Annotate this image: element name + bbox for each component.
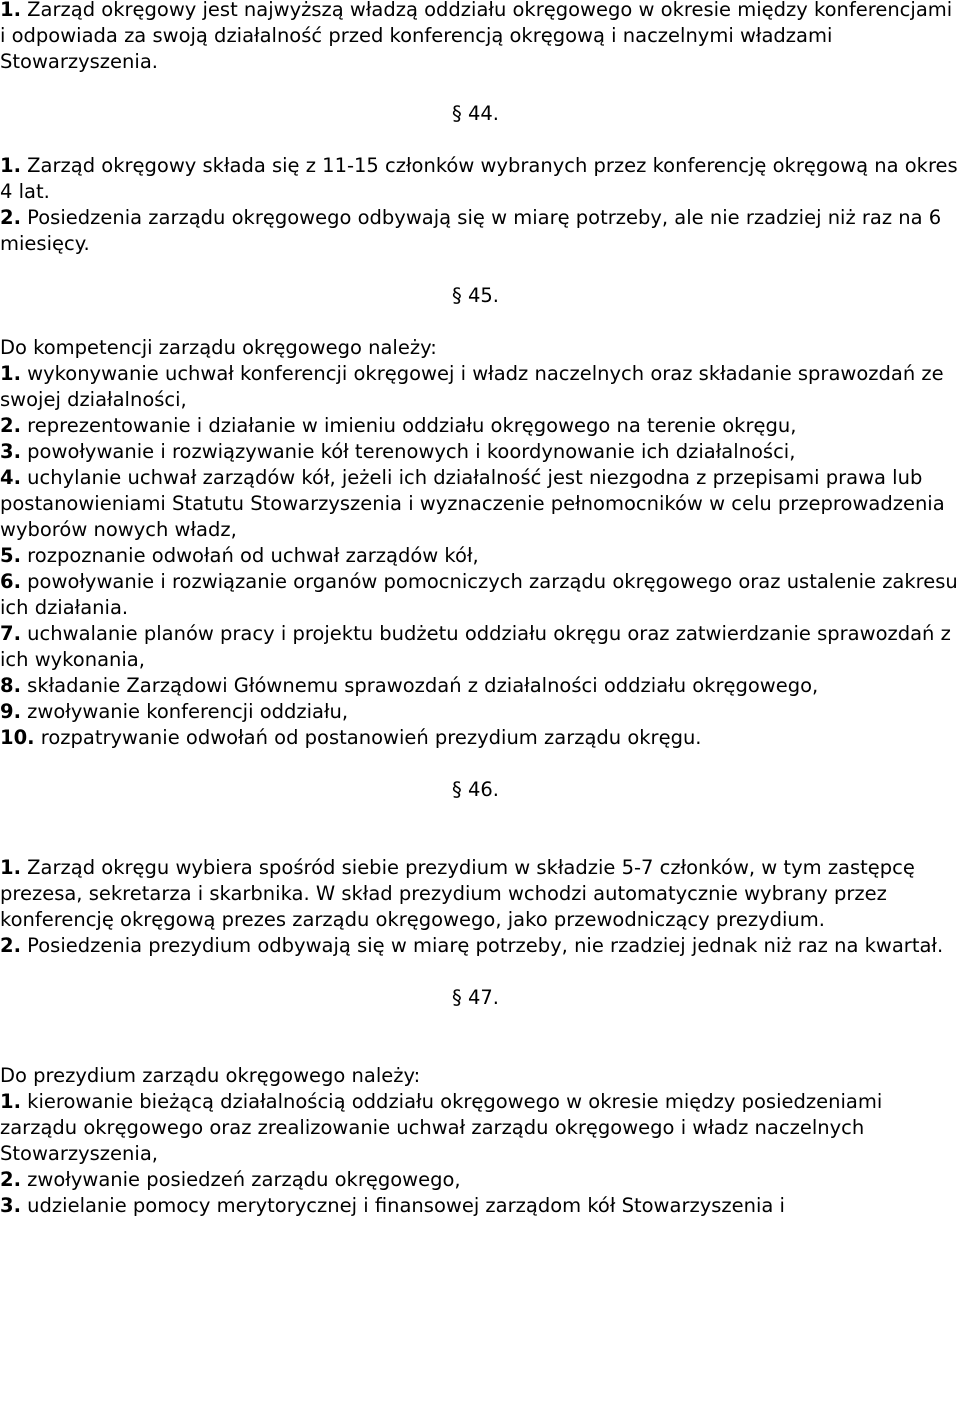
paragraph-number: 1. [0, 856, 21, 879]
paragraph-44-2 [0, 205, 958, 257]
item-text: uchylanie uchwał zarządów kół, jeżeli ich działalność jest niezgodna z przepisami prawa lub postanowieniami Statutu Stowarzyszenia i wyznaczenie pełnomocników w celu przeprowadzenia wyborów nowych władz, [0, 466, 945, 541]
paragraph-text: Zarząd okręgowy jest najwyższą władzą oddziału okręgowego w okresie między konferencjami i odpowiada za swoją działalność przed konferencją okręgową i naczelnymi władzami Stowarzyszenia. [0, 0, 953, 73]
item-text: powoływanie i rozwiązanie organów pomocniczych zarządu okręgowego oraz ustalenie zakresu ich działania. [0, 570, 958, 619]
section-heading-45: § 45. [452, 284, 499, 307]
item-number: 5. [0, 544, 21, 567]
item-number: 1. [0, 362, 21, 385]
list-item [0, 543, 958, 569]
list-item [0, 361, 958, 413]
paragraph-text: Posiedzenia zarządu okręgowego odbywają się w miarę potrzeby, ale nie rzadziej niż raz na 6 miesięcy. [0, 206, 942, 255]
item-number: 3. [0, 1194, 21, 1217]
paragraph-number: 1. [0, 0, 21, 21]
item-text: rozpatrywanie odwołań od postanowień prezydium zarządu okręgu. [34, 726, 702, 749]
item-text: kierowanie bieżącą działalnością oddziału okręgowego w okresie między posiedzeniami zarządu okręgowego oraz zrealizowanie uchwał zarządu okręgowego i władz naczelnych Stowarzyszenia, [0, 1090, 883, 1165]
item-text: składanie Zarządowi Głównemu sprawozdań z działalności oddziału okręgowego, [20, 674, 819, 697]
item-text: rozpoznanie odwołań od uchwał zarządów kół, [20, 544, 479, 567]
item-number: 9. [0, 700, 21, 723]
section-45-intro: Do kompetencji zarządu okręgowego należy: [0, 336, 437, 359]
paragraph-43-1 [0, 0, 958, 75]
item-text: zwoływanie konferencji oddziału, [20, 700, 349, 723]
section-heading-46: § 46. [452, 778, 499, 801]
paragraph-text: Zarząd okręgowy składa się z 11-15 członków wybranych przez konferencję okręgową na okres 4 lat. [0, 154, 958, 203]
paragraph-number: 1. [0, 154, 21, 177]
list-item [0, 725, 958, 751]
item-text: uchwalanie planów pracy i projektu budżetu oddziału okręgu oraz zatwierdzanie sprawozdań z ich wykonania, [0, 622, 951, 671]
item-text: powoływanie i rozwiązywanie kół terenowych i koordynowanie ich działalności, [20, 440, 796, 463]
paragraph-text: Posiedzenia prezydium odbywają się w miarę potrzeby, nie rzadziej jednak niż raz na kwartał. [20, 934, 944, 957]
item-number: 6. [0, 570, 21, 593]
list-item [0, 673, 958, 699]
list-item [0, 569, 958, 621]
list-item [0, 1167, 958, 1193]
item-text: wykonywanie uchwał konferencji okręgowej i władz naczelnych oraz składanie sprawozdań ze swojej działalności, [0, 362, 944, 411]
item-number: 2. [0, 414, 21, 437]
item-number: 4. [0, 466, 21, 489]
paragraph-number: 2. [0, 206, 21, 229]
list-item [0, 439, 958, 465]
list-item [0, 699, 958, 725]
list-item [0, 413, 958, 439]
section-47-intro: Do prezydium zarządu okręgowego należy: [0, 1064, 421, 1087]
list-item [0, 1089, 958, 1167]
section-heading-44: § 44. [452, 102, 499, 125]
list-item [0, 621, 958, 673]
paragraph-text: Zarząd okręgu wybiera spośród siebie prezydium w składzie 5-7 członków, w tym zastępcę prezesa, sekretarza i skarbnika. W skład prezydium wchodzi automatycznie wybrany przez konferencję okręgową prezes zarządu okręgowego, jako przewodniczący prezydium. [0, 856, 915, 931]
item-number: 10. [0, 726, 35, 749]
list-item [0, 465, 958, 543]
paragraph-number: 2. [0, 934, 21, 957]
item-number: 8. [0, 674, 21, 697]
item-text: udzielanie pomocy merytorycznej i finansowej zarządom kół Stowarzyszenia i [20, 1194, 785, 1217]
paragraph-44-1 [0, 153, 958, 205]
paragraph-46-2 [0, 933, 958, 959]
section-heading-47: § 47. [452, 986, 499, 1009]
item-text: zwoływanie posiedzeń zarządu okręgowego, [20, 1168, 461, 1191]
item-number: 1. [0, 1090, 21, 1113]
paragraph-46-1 [0, 855, 958, 933]
item-number: 3. [0, 440, 21, 463]
item-number: 2. [0, 1168, 21, 1191]
item-text: reprezentowanie i działanie w imieniu oddziału okręgowego na terenie okręgu, [20, 414, 797, 437]
item-number: 7. [0, 622, 21, 645]
list-item [0, 1193, 958, 1219]
